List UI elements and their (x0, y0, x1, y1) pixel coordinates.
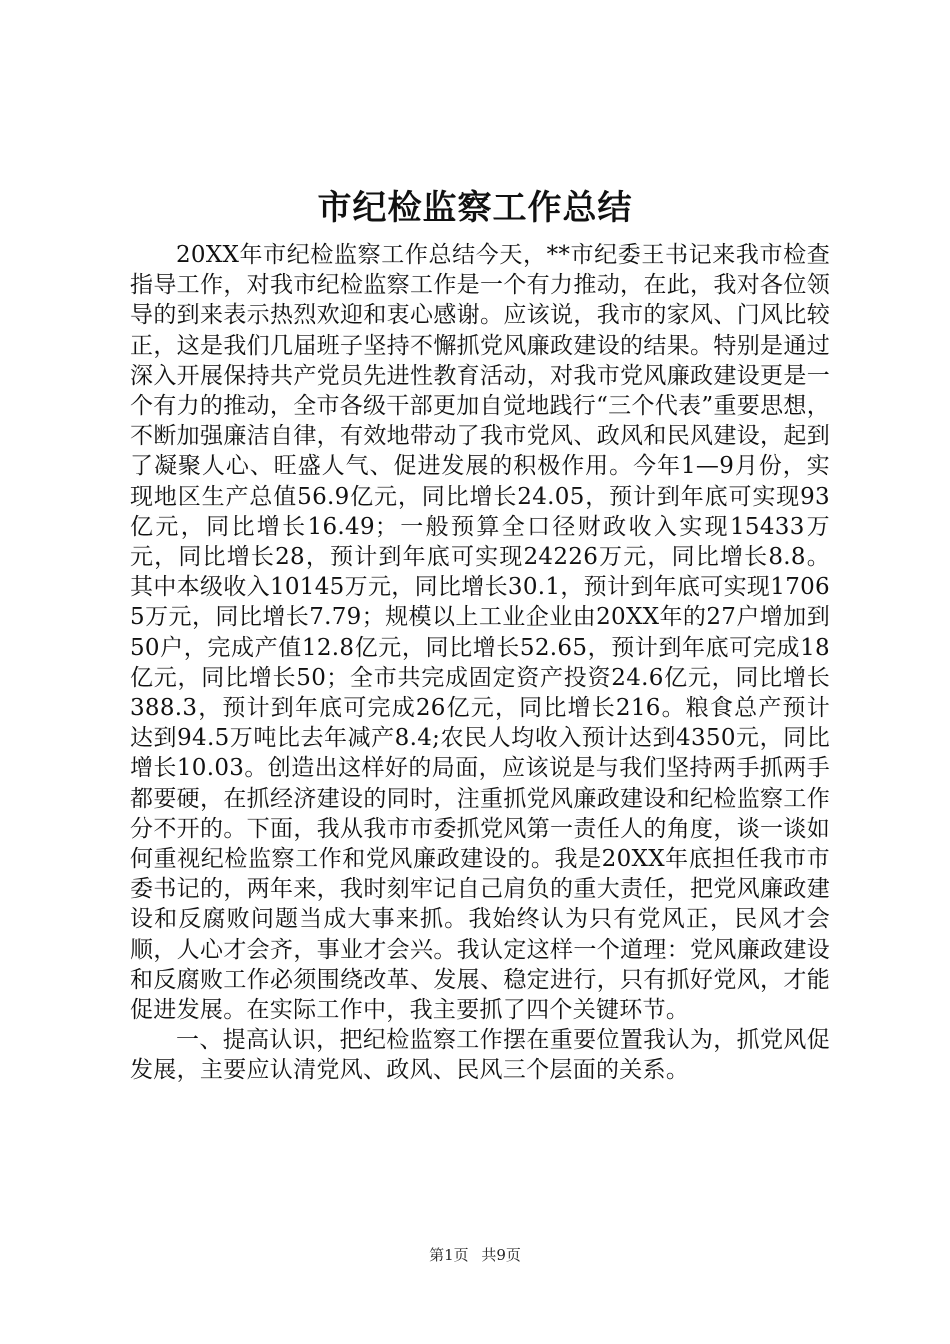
document-title: 市纪检监察工作总结 (317, 188, 633, 228)
page-footer (0, 1244, 950, 1265)
body-paragraph: 一、提高认识，把纪检监察工作摆在重要位置我认为，抓党风促发展，主要应认清党风、政风、民风三个层面的关系。 (130, 1027, 830, 1084)
page-total: 共9页 (481, 1246, 521, 1264)
body-paragraph: 20XX年市纪检监察工作总结今天，**市纪委王书记来我市检查指导工作，对我市纪检监察工作是一个有力推动，在此，我对各位领导的到来表示热烈欢迎和衷心感谢。应该说，我市的家风、门风比较正，这是我们几届班子坚持不懈抓党风廉政建设的结果。特别是通过深入开展保持共产党员先进性教育活动，对我市党风廉政建设更是一个有力的推动，全市各级干部更加自觉地践行“三个代表”重要思想，不断加强廉洁自律，有效地带动了我市党风、政风和民风建设，起到了凝聚人心、旺盛人气、促进发展的积极作用。今年1—9月份，实现地区生产总值56.9亿元，同比增长24.05，预计到年底可实现93亿元，同比增长16.49；一般预算全口径财政收入实现15433万元，同比增长28，预计到年底可实现24226万元，同比增长8.8。其中本级收入10145万元，同比增长30.1，预计到年底可实现17065万元，同比增长7.79；规模以上工业企业由20XX年的27户增加到50户，完成产值12.8亿元，同比增长52.65，预计到年底可完成18亿元，同比增长50；全市共完成固定资产投资24.6亿元，同比增长388.3，预计到年底可完成26亿元，同比增长216。粮食总产预计达到94.5万吨比去年减产8.4;农民人均收入预计达到4350元，同比增长10.03。创造出这样好的局面，应该说是与我们坚持两手抓两手都要硬，在抓经济建设的同时，注重抓党风廉政建设和纪检监察工作分不开的。下面，我从我市市委抓党风第一责任人的角度，谈一谈如何重视纪检监察工作和党风廉政建设的。我是20XX年底担任我市市委书记的，两年来，我时刻牢记自己肩负的重大责任，把党风廉政建设和反腐败问题当成大事来抓。我始终认为只有党风正，民风才会顺，人心才会齐，事业才会兴。我认定这样一个道理：党风廉政建设和反腐败工作必须围绕改革、发展、稳定进行，只有抓好党风，才能促进发展。在实际工作中，我主要抓了四个关键环节。 (130, 242, 830, 1024)
page-number: 第1页 (429, 1246, 469, 1264)
document-body (130, 240, 830, 1086)
